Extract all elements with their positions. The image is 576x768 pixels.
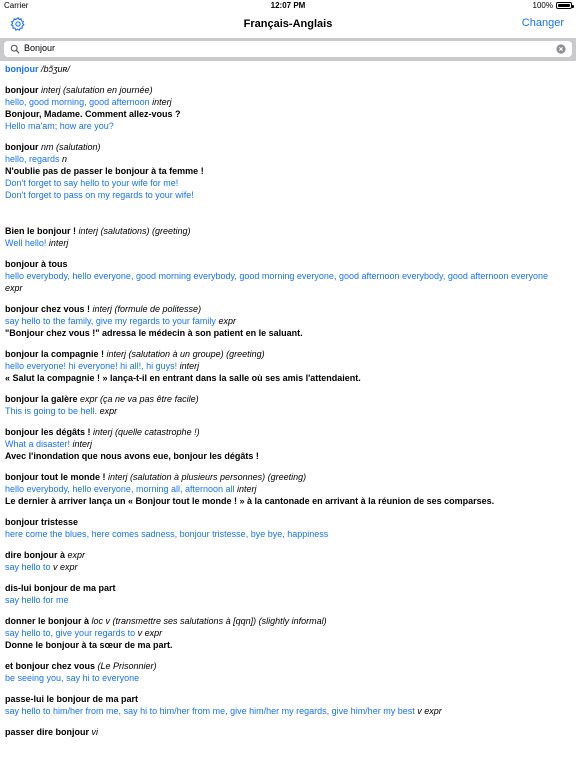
entry-text: interj (quelle catastrophe !) xyxy=(90,427,200,437)
dictionary-entry xyxy=(5,582,571,606)
entry-headword-line xyxy=(5,660,571,672)
translation-link[interactable]: say hi to everyone xyxy=(66,673,140,683)
translation-link[interactable]: Well hello! xyxy=(5,238,47,248)
entry-text: interj xyxy=(177,361,200,371)
dictionary-entry xyxy=(5,303,571,339)
entry-text: interj xyxy=(70,439,93,449)
headword: dire bonjour à xyxy=(5,550,66,560)
translation-link[interactable]: say hello for me xyxy=(5,595,69,605)
entry-text: interj (salutation en journée) xyxy=(38,85,153,95)
entry-headword-line xyxy=(5,63,571,75)
entry-line xyxy=(5,438,571,450)
translation-link[interactable]: hello everyone xyxy=(72,484,131,494)
translation-link[interactable]: give him/her my regards xyxy=(230,706,327,716)
dictionary-entry xyxy=(5,615,571,651)
translation-link[interactable]: say hello to the family xyxy=(5,316,91,326)
entry-text: vi xyxy=(89,727,99,737)
entry-text: interj xyxy=(234,484,257,494)
entry-line xyxy=(5,483,571,495)
headword: bonjour tristesse xyxy=(5,517,79,527)
translation-link[interactable]: This is going to be hell. xyxy=(5,406,98,416)
entry-text: , xyxy=(67,484,73,494)
entry-text: , xyxy=(141,361,147,371)
translation-link[interactable]: hello everyone! xyxy=(5,361,67,371)
dictionary-entry xyxy=(5,426,571,462)
headword: passe-lui le bonjour de ma part xyxy=(5,694,139,704)
entry-headword-line xyxy=(5,141,571,153)
headword: bonjour xyxy=(5,85,39,95)
dictionary-entry xyxy=(5,393,571,417)
entry-line xyxy=(5,327,571,339)
entry-line xyxy=(5,96,571,108)
entry-text: Donne le bonjour à ta sœur de ma part. xyxy=(5,640,173,650)
entry-line xyxy=(5,594,571,606)
entry-line xyxy=(5,237,571,249)
entry-text: nm (salutation) xyxy=(38,142,101,152)
page-title: Français-Anglais xyxy=(243,18,333,30)
entry-line xyxy=(5,108,571,120)
dictionary-entry xyxy=(5,258,571,294)
translation-link[interactable]: give him/her my best xyxy=(331,706,415,716)
translation-link[interactable]: good afternoon xyxy=(89,97,150,107)
entry-text: Avec l'inondation que nous avons eue, bonjour les dégâts ! xyxy=(5,451,259,461)
entry-headword-line xyxy=(5,426,571,438)
entry-line xyxy=(5,189,571,201)
entry-line xyxy=(5,282,571,294)
headword: Bien le bonjour ! xyxy=(5,226,76,236)
entry-text: expr xyxy=(65,550,86,560)
entry-text: , xyxy=(84,97,90,107)
translation-link[interactable]: give my regards to your family xyxy=(95,316,216,326)
entry-text: , xyxy=(24,97,30,107)
entry-line xyxy=(5,120,571,132)
dictionary-entry xyxy=(5,726,571,738)
entry-headword-line xyxy=(5,84,571,96)
entry-text: , xyxy=(86,529,92,539)
entry-text: Le dernier à arriver lança un « Bonjour tout le monde ! » à la cantonade en arrivant à la réunion de ses comparses. xyxy=(5,496,495,506)
entry-text: interj xyxy=(46,238,69,248)
translation-link[interactable]: morning all xyxy=(135,484,180,494)
headword: bonjour à tous xyxy=(5,259,68,269)
entry-text: expr (ça ne va pas être facile) xyxy=(77,394,199,404)
translation-link[interactable]: good afternoon everyone xyxy=(447,271,548,281)
dictionary-entry xyxy=(5,141,571,201)
headword: bonjour xyxy=(5,142,39,152)
translation-link[interactable]: bonjour tristesse xyxy=(179,529,246,539)
headword: passer dire bonjour xyxy=(5,727,90,737)
translation-link[interactable]: good afternoon everybody xyxy=(338,271,443,281)
search-bar xyxy=(0,38,576,61)
search-input[interactable] xyxy=(24,43,544,53)
translation-link[interactable]: hello everybody xyxy=(5,484,68,494)
status-bar xyxy=(0,0,576,12)
entry-line xyxy=(5,405,571,417)
entry-headword-line xyxy=(5,348,571,360)
translation-link[interactable]: good morning xyxy=(29,97,85,107)
entry-line xyxy=(5,372,571,384)
translation-link[interactable]: hello xyxy=(5,97,25,107)
translation-link[interactable]: hi all! xyxy=(120,361,142,371)
entry-text: , xyxy=(179,484,185,494)
headword: bonjour xyxy=(5,64,39,74)
entry-line xyxy=(5,450,571,462)
battery-percent: 100% xyxy=(532,1,553,10)
entry-text: v expr xyxy=(50,562,78,572)
entry-text: Don't forget to pass on my regards to your wife! xyxy=(5,190,194,200)
entry-text: , xyxy=(326,706,332,716)
entry-text: Don't forget to say hello to your wife for me! xyxy=(5,178,179,188)
translation-link[interactable]: here come the blues xyxy=(5,529,87,539)
entry-text: Bonjour, Madame. Comment allez-vous ? xyxy=(5,109,181,119)
entry-headword-line xyxy=(5,726,571,738)
battery-indicator xyxy=(533,1,572,10)
translation-link[interactable]: good morning everyone xyxy=(239,271,334,281)
entry-text: v expr xyxy=(414,706,442,716)
entry-text: , xyxy=(130,271,136,281)
entry-line xyxy=(5,672,571,684)
translation-link[interactable]: say hello to him/her from me xyxy=(5,706,119,716)
entry-text: , xyxy=(225,706,231,716)
headword: donner le bonjour à xyxy=(5,616,90,626)
entry-headword-line xyxy=(5,549,571,561)
dictionary-entry xyxy=(5,516,571,540)
translation-link[interactable]: say hello to xyxy=(5,628,51,638)
entry-headword-line xyxy=(5,693,571,705)
entry-headword-line xyxy=(5,393,571,405)
entry-line xyxy=(5,561,571,573)
entry-headword-line xyxy=(5,471,571,483)
entry-line xyxy=(5,495,571,507)
entry-headword-line xyxy=(5,258,571,270)
search-field[interactable] xyxy=(4,41,572,57)
entry-text: expr xyxy=(215,316,236,326)
change-language-button[interactable]: Changer xyxy=(521,17,564,29)
search-icon xyxy=(10,44,20,54)
headword: bonjour la compagnie ! xyxy=(5,349,105,359)
entry-line xyxy=(5,315,571,327)
entry-text: expr xyxy=(97,406,118,416)
entry-headword-line xyxy=(5,225,571,237)
entry-text: expr xyxy=(5,283,23,293)
navigation-bar xyxy=(0,12,576,38)
entry-text: , xyxy=(61,673,67,683)
translation-link[interactable]: say hello to xyxy=(5,562,51,572)
dictionary-entry xyxy=(5,660,571,684)
entry-text: , xyxy=(442,271,448,281)
translation-link[interactable]: here comes sadness xyxy=(91,529,175,539)
translation-link[interactable]: hi guys! xyxy=(146,361,178,371)
dictionary-entry xyxy=(5,63,571,75)
entry-text: , xyxy=(245,529,251,539)
dictionary-entry xyxy=(5,348,571,384)
translation-link[interactable]: What a disaster! xyxy=(5,439,71,449)
entry-line xyxy=(5,627,571,639)
translation-link[interactable]: hello everybody xyxy=(5,271,68,281)
entry-text: , xyxy=(67,271,73,281)
entry-text: interj (formule de politesse) xyxy=(90,304,202,314)
clock: 12:07 PM xyxy=(270,1,306,10)
translation-link[interactable]: afternoon all xyxy=(185,484,235,494)
entry-line xyxy=(5,270,571,282)
translation-link[interactable]: hello xyxy=(5,154,25,164)
entry-text: , xyxy=(130,484,136,494)
entry-text: interj (salutation à un groupe) (greeting) xyxy=(104,349,265,359)
clear-icon[interactable] xyxy=(556,44,566,54)
headword: et bonjour chez vous xyxy=(5,661,96,671)
dictionary-entry xyxy=(5,549,571,573)
translation-link[interactable]: hi everyone! xyxy=(68,361,118,371)
translation-link[interactable]: bye bye, happiness xyxy=(250,529,329,539)
translation-link[interactable]: be seeing you xyxy=(5,673,62,683)
entry-text: interj (salutations) (greeting) xyxy=(76,226,191,236)
entry-text: , xyxy=(118,706,124,716)
entry-line xyxy=(5,360,571,372)
entry-text: , xyxy=(50,628,56,638)
entry-text: "Bonjour chez vous !" adressa le médecin à son patient en le saluant. xyxy=(5,328,303,338)
entry-text: , xyxy=(333,271,339,281)
entry-text: interj (salutation à plusieurs personnes) (greeting) xyxy=(105,472,307,482)
entry-line xyxy=(5,153,571,165)
entry-text: /bɔ̃ʒuʀ/ xyxy=(38,64,70,74)
entry-text: , xyxy=(174,529,180,539)
results-list xyxy=(5,63,571,747)
entry-text: loc v (transmettre ses salutations à [qqn]) (slightly informal) xyxy=(89,616,327,626)
entry-headword-line xyxy=(5,582,571,594)
entry-text: N'oublie pas de passer le bonjour à ta femme ! xyxy=(5,166,204,176)
dictionary-entry xyxy=(5,84,571,132)
headword: dis-lui bonjour de ma part xyxy=(5,583,116,593)
entry-line xyxy=(5,528,571,540)
carrier-label: Carrier xyxy=(4,1,29,10)
battery-icon xyxy=(556,2,572,9)
entry-line xyxy=(5,705,571,717)
entry-text: n xyxy=(59,154,68,164)
entry-text: v expr xyxy=(135,628,163,638)
translation-link[interactable]: say hi to him/her from me xyxy=(123,706,226,716)
translation-link[interactable]: hello everyone xyxy=(72,271,131,281)
translation-link[interactable]: regards xyxy=(29,154,60,164)
entry-headword-line xyxy=(5,516,571,528)
entry-line xyxy=(5,177,571,189)
entry-text: (Le Prisonnier) xyxy=(95,661,157,671)
headword: bonjour tout le monde ! xyxy=(5,472,106,482)
headword: bonjour chez vous ! xyxy=(5,304,91,314)
dictionary-entry xyxy=(5,225,571,249)
entry-text: interj xyxy=(149,97,172,107)
entry-headword-line xyxy=(5,303,571,315)
entry-text: Hello ma'am; how are you? xyxy=(5,121,114,131)
entry-text: , xyxy=(234,271,240,281)
entry-line xyxy=(5,639,571,651)
entry-headword-line xyxy=(5,615,571,627)
translation-link[interactable]: good morning everybody xyxy=(135,271,235,281)
headword: bonjour les dégâts ! xyxy=(5,427,91,437)
entry-text: « Salut la compagnie ! » lança-t-il en entrant dans la salle où ses amis l'attendaient. xyxy=(5,373,361,383)
dictionary-entry xyxy=(5,693,571,717)
entry-text: , xyxy=(24,154,30,164)
entry-line xyxy=(5,165,571,177)
dictionary-entry xyxy=(5,471,571,507)
entry-text: , xyxy=(90,316,96,326)
headword: bonjour la galère xyxy=(5,394,78,404)
translation-link[interactable]: give your regards to xyxy=(55,628,136,638)
